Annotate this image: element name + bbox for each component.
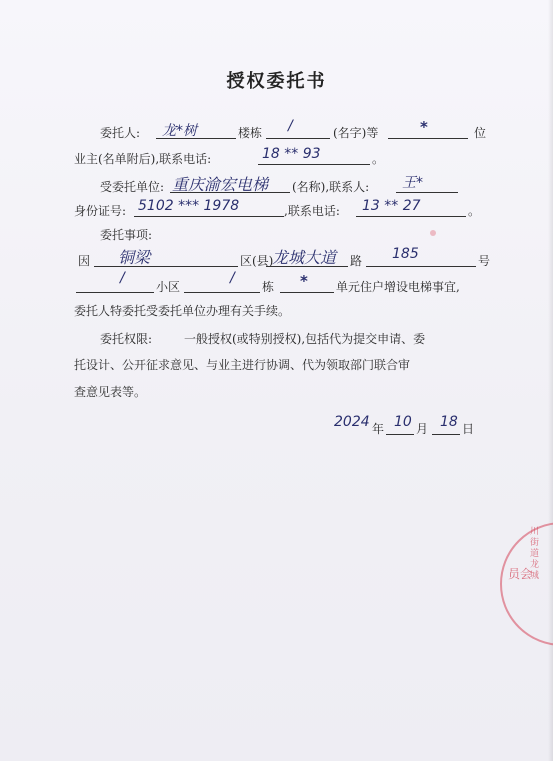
- underline: [170, 192, 290, 193]
- delegatee-name-suffix: (名称),联系人:: [292, 180, 370, 194]
- date-day-unit: 日: [462, 422, 475, 436]
- id-value: 5102 *** 1978: [138, 198, 240, 214]
- seal-text: 员会: [508, 567, 533, 581]
- underline: [280, 292, 334, 293]
- authority-text2: 托设计、公开征求意见、与业主进行协调、代为领取部门联合审: [74, 358, 411, 372]
- underline: [432, 434, 460, 435]
- matters-prefix: 因: [78, 254, 91, 268]
- underline: [366, 266, 476, 267]
- underline: [266, 266, 348, 267]
- underline: [94, 266, 238, 267]
- end-mark: 。: [468, 204, 481, 218]
- end-mark: 。: [372, 152, 385, 166]
- red-mark: [430, 230, 436, 236]
- date-year: 2024: [334, 414, 370, 430]
- count-value: *: [420, 118, 428, 136]
- id-label: 身份证号:: [74, 204, 127, 218]
- underline: [356, 216, 466, 217]
- delegator-phone: 18 ** 93: [262, 146, 321, 162]
- unit-value: *: [300, 272, 308, 290]
- road-value: 龙城大道: [272, 248, 337, 267]
- owner-note: 业主(名单附后),联系电话:: [74, 152, 212, 166]
- date-month-unit: 月: [416, 422, 429, 436]
- seal-side-text: 川街道龙城: [530, 527, 540, 581]
- underline: [184, 292, 260, 293]
- matters-label: 委托事项:: [100, 228, 153, 242]
- community-label: 小区: [156, 280, 181, 294]
- underline: [156, 138, 236, 139]
- district-value: 铜梁: [118, 248, 151, 267]
- delegator-label: 委托人:: [100, 126, 141, 140]
- page-edge: [548, 0, 553, 761]
- building-label: 楼栋: [238, 126, 263, 140]
- delegator-name: 龙*树: [162, 123, 197, 139]
- underline: [76, 292, 154, 293]
- count-unit: 位: [474, 126, 487, 140]
- date-month: 10: [394, 414, 412, 430]
- document-title: 授权委托书: [226, 71, 327, 92]
- building2-value: /: [230, 270, 235, 286]
- community-value: /: [120, 270, 125, 286]
- delegatee-contact: 王*: [402, 175, 423, 191]
- name-word: (名字)等: [333, 126, 379, 140]
- date-year-unit: 年: [372, 422, 385, 436]
- number-value: 185: [392, 246, 419, 262]
- building-value: /: [288, 118, 293, 134]
- underline: [386, 434, 414, 435]
- underline: [266, 138, 330, 139]
- number-label: 号: [478, 254, 491, 268]
- delegatee-label: 受委托单位:: [100, 180, 165, 194]
- underline: [396, 192, 458, 193]
- underline: [258, 164, 370, 165]
- underline: [388, 138, 468, 139]
- authority-text3: 查意见表等。: [74, 385, 147, 399]
- building2-label: 栋: [262, 280, 275, 294]
- underline: [134, 216, 284, 217]
- date-day: 18: [440, 414, 458, 430]
- delegatee-name: 重庆渝宏电梯: [172, 175, 269, 194]
- matters-line3: 委托人特委托受委托单位办理有关手续。: [74, 304, 291, 318]
- authority-text1: 一般授权(或特别授权),包括代为提交申请、委: [184, 332, 426, 346]
- authority-label: 委托权限:: [100, 332, 153, 346]
- matters-tail: 单元住户增设电梯事宜,: [336, 280, 460, 294]
- district-label: 区(县): [240, 254, 274, 268]
- delegatee-phone: 13 ** 27: [362, 198, 421, 214]
- road-label: 路: [350, 254, 363, 268]
- phone-label: ,联系电话:: [284, 204, 340, 218]
